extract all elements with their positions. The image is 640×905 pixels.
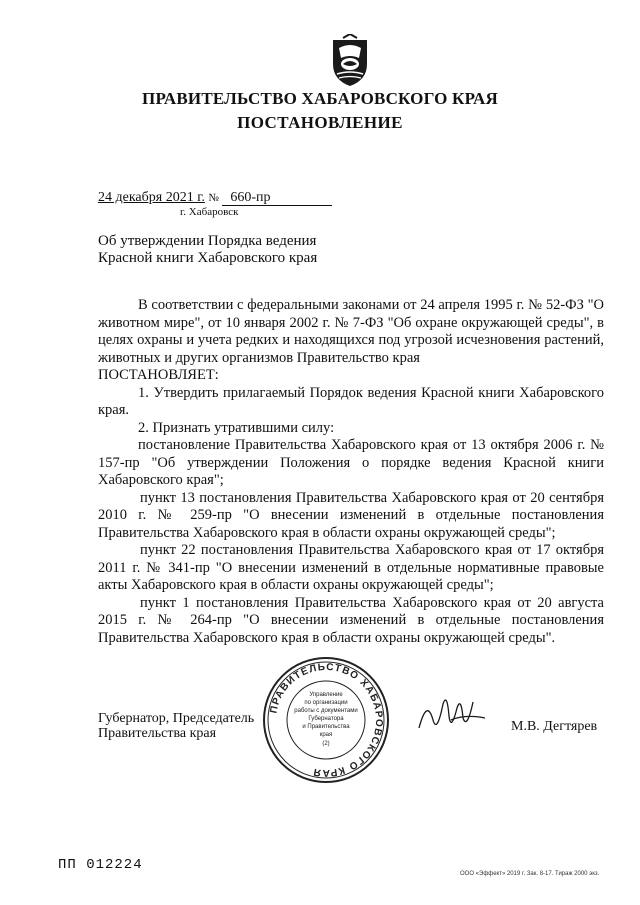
city-label: г. Хабаровск [180,206,239,218]
print-info: ООО «Эффект» 2019 г. Зак. 8-17. Тираж 2000 экз. [460,871,600,877]
stamp-line-7: (2) [322,741,330,747]
preamble-paragraph: В соответствии с федеральными законами от 24 апреля 1995 г. № 52-ФЗ "О животном мире", от 10 января 2002 г. № 7-ФЗ "Об охране окружающей среды", в целях охраны и учета редких и находящихся под угрозой исчезновения растений, животных и других организмов Правительство края [98,297,604,366]
government-title: ПРАВИТЕЛЬСТВО ХАБАРОВСКОГО КРАЯ [142,89,498,108]
repealed-act-3: пункт 22 постановления Правительства Хабаровского края от 17 октября 2011 г. № 341-пр "О внесении изменений в отдельные нормативные правовые акты Хабаровского края в области охраны окружающей среды"; [98,542,604,593]
stamp-line-1: Управление [309,692,343,698]
coat-of-arms-icon [329,34,371,88]
repealed-act-4: пункт 1 постановления Правительства Хабаровского края от 20 августа 2015 г. № 264-пр "О внесении изменений в отдельные постановления Правительства Хабаровского края в области охраны окружающей среды". [98,594,604,646]
stamp-line-6: края [319,732,333,738]
item-1-paragraph: 1. Утвердить прилагаемый Порядок ведения Красной книги Хабаровского края. [98,384,604,418]
serial-number: ПП 012224 [58,857,143,873]
number-sign: № [208,192,219,204]
item-2-paragraph: 2. Признать утратившими силу: [138,419,335,436]
handwritten-signature [415,690,490,740]
stamp-line-5: и Правительства [302,724,350,730]
document-number: 660-пр [222,190,332,206]
subject-line-2: Красной книги Хабаровского края [98,250,318,266]
subject-line-1: Об утверждении Порядка ведения [98,233,317,249]
decree-word: ПОСТАНОВЛЯЕТ: [98,367,219,383]
stamp-line-4: Губернатора [308,716,344,722]
document-date: 24 декабря 2021 г. [98,190,205,205]
signatory-name: М.В. Дегтярев [511,719,598,734]
stamp-line-3: работы с документами [294,708,358,714]
repealed-act-2: пункт 13 постановления Правительства Хабаровского края от 20 сентября 2010 г. № 259-пр "О внесении изменений в отдельные постановления Правительства Хабаровского края в области охраны окружающей среды"; [98,489,604,541]
position-line-2: Правительства края [98,726,217,741]
repealed-act-1: постановление Правительства Хабаровского края от 13 октября 2006 г. № 157-пр "Об утверждении Положения о порядке ведения Красной книги Хабаровского края"; [98,437,604,488]
document-type: ПОСТАНОВЛЕНИЕ [237,113,403,132]
stamp-ring-text: ПРАВИТЕЛЬСТВО ХАБАРОВСКОГО КРАЯ [268,661,385,779]
document-subject [98,233,317,267]
position-line-1: Губернатор, Председатель [98,711,255,726]
document-body [98,297,604,647]
stamp-line-2: по организации [304,700,348,706]
date-number-line [98,190,332,206]
official-stamp [262,656,390,784]
signatory-position [98,711,254,741]
